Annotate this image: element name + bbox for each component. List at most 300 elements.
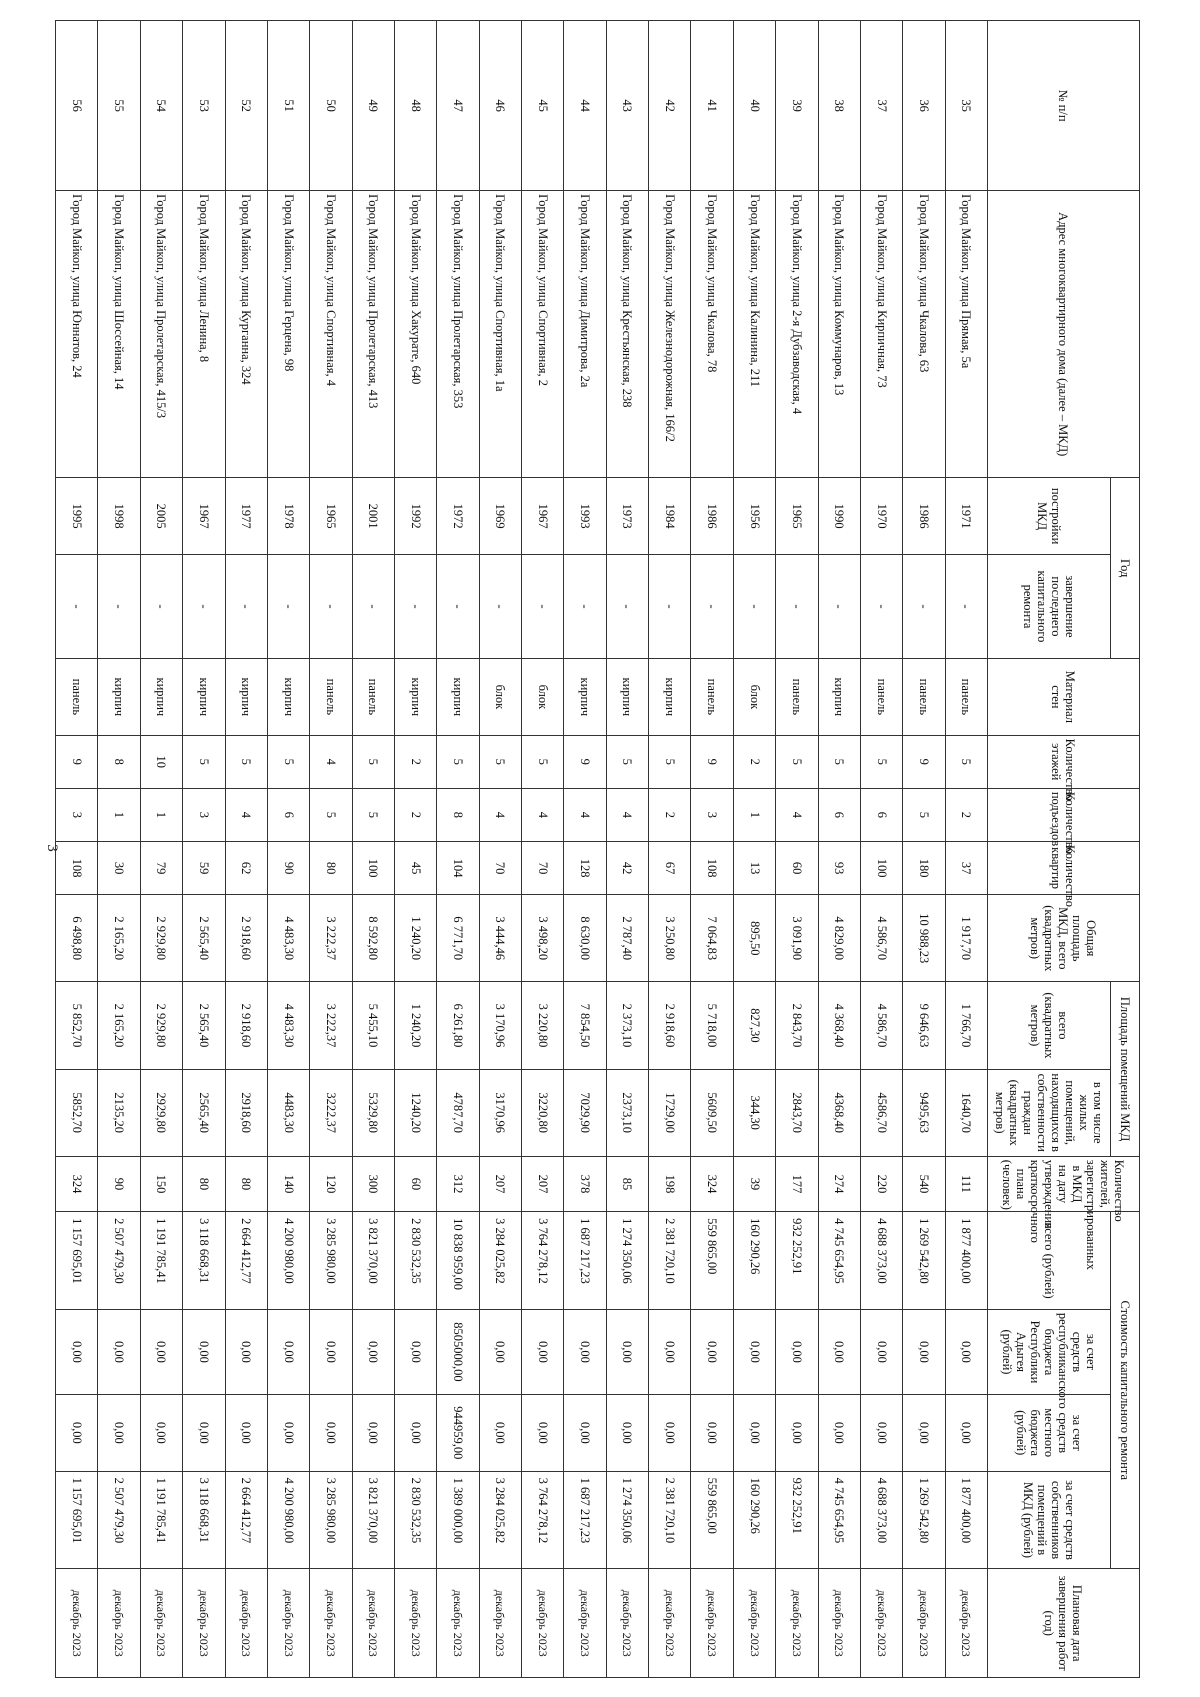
cell-floors: 5: [183, 735, 225, 788]
cell-planned-date: декабрь 2023: [776, 1569, 818, 1678]
header-premises-group: Площадь помещений МКД: [1111, 982, 1140, 1156]
cell-row-number: 44: [564, 21, 606, 191]
cell-cost-local: 0,00: [352, 1395, 394, 1472]
cell-year-built: 1977: [225, 478, 267, 555]
cell-year-built: 1971: [945, 478, 987, 555]
cell-cost-total: 932 252,91: [776, 1212, 818, 1310]
cell-residents: 80: [225, 1156, 267, 1211]
cell-entrances: 4: [776, 788, 818, 841]
cell-total-area: 1 240,20: [394, 895, 436, 982]
header-year-group: Год: [1111, 478, 1140, 659]
cell-premises-residential: 2565,40: [183, 1069, 225, 1156]
cell-premises-residential: 3220,80: [522, 1069, 564, 1156]
cell-cost-republic: 0,00: [352, 1309, 394, 1394]
cell-cost-total: 4 200 980,00: [267, 1212, 309, 1310]
cell-premises-total: 827,30: [733, 982, 775, 1069]
cell-wall-material: кирпич: [225, 659, 267, 736]
cell-wall-material: блок: [479, 659, 521, 736]
table-row: [140, 21, 182, 1678]
cell-entrances: 6: [267, 788, 309, 841]
cell-row-number: 39: [776, 21, 818, 191]
cell-planned-date: декабрь 2023: [183, 1569, 225, 1678]
cell-premises-total: 1 240,20: [394, 982, 436, 1069]
cell-cost-total: 160 290,26: [733, 1212, 775, 1310]
cell-residents: 220: [860, 1156, 902, 1211]
cell-cost-republic: 0,00: [733, 1309, 775, 1394]
cell-cost-republic: 0,00: [903, 1309, 945, 1394]
cell-cost-total: 10 838 959,00: [437, 1212, 479, 1310]
cell-cost-total: 3 285 980,00: [310, 1212, 352, 1310]
cell-year-built: 1998: [98, 478, 140, 555]
cell-cost-republic: 0,00: [818, 1309, 860, 1394]
cell-cost-total: 3 284 025,82: [479, 1212, 521, 1310]
cell-total-area: 6 771,70: [437, 895, 479, 982]
cell-cost-total: 4 745 654,95: [818, 1212, 860, 1310]
cell-cost-owners: 2 830 532,35: [394, 1471, 436, 1569]
cell-year-built: 1972: [437, 478, 479, 555]
cell-cost-local: 0,00: [56, 1395, 98, 1472]
cell-last-repair: -: [183, 554, 225, 658]
cell-cost-owners: 3 285 980,00: [310, 1471, 352, 1569]
cell-cost-owners: 3 764 278,12: [522, 1471, 564, 1569]
cell-address: Город Майкоп, улица Калинина, 211: [733, 191, 775, 478]
table-row: [310, 21, 352, 1678]
cell-residents: 198: [649, 1156, 691, 1211]
cell-cost-republic: 0,00: [522, 1309, 564, 1394]
cell-premises-total: 5 455,10: [352, 982, 394, 1069]
cell-row-number: 41: [691, 21, 733, 191]
cell-wall-material: панель: [310, 659, 352, 736]
cell-floors: 5: [352, 735, 394, 788]
cell-residents: 540: [903, 1156, 945, 1211]
table-row: [394, 21, 436, 1678]
cell-premises-total: 2 165,20: [98, 982, 140, 1069]
cell-cost-local: 0,00: [522, 1395, 564, 1472]
table-row: [479, 21, 521, 1678]
cell-cost-total: 1 274 350,06: [606, 1212, 648, 1310]
table-row: [267, 21, 309, 1678]
cell-wall-material: панель: [776, 659, 818, 736]
cell-apartments: 13: [733, 842, 775, 895]
cell-entrances: 4: [225, 788, 267, 841]
cell-apartments: 100: [860, 842, 902, 895]
cell-address: Город Майкоп, улица Железнодорожная, 166/2: [649, 191, 691, 478]
cell-premises-residential: 4368,40: [818, 1069, 860, 1156]
cell-year-built: 1995: [56, 478, 98, 555]
table-row: [903, 21, 945, 1678]
cell-entrances: 5: [352, 788, 394, 841]
cell-total-area: 10 988,23: [903, 895, 945, 982]
cell-wall-material: панель: [860, 659, 902, 736]
cell-row-number: 47: [437, 21, 479, 191]
cell-floors: 9: [691, 735, 733, 788]
cell-premises-residential: 1729,00: [649, 1069, 691, 1156]
table-row: [98, 21, 140, 1678]
table-row: [606, 21, 648, 1678]
cell-floors: 9: [903, 735, 945, 788]
cell-address: Город Майкоп, улица Пролетарская, 353: [437, 191, 479, 478]
cell-planned-date: декабрь 2023: [945, 1569, 987, 1678]
cell-year-built: 1992: [394, 478, 436, 555]
cell-address: Город Майкоп, улица Юннатов, 24: [56, 191, 98, 478]
cell-wall-material: кирпич: [98, 659, 140, 736]
cell-row-number: 48: [394, 21, 436, 191]
header-wall-material: Материал стен: [988, 659, 1140, 736]
capital-repair-table: [55, 20, 1140, 1678]
cell-cost-republic: 0,00: [860, 1309, 902, 1394]
table-row: [691, 21, 733, 1678]
page-number: 3: [44, 844, 60, 852]
cell-cost-local: 0,00: [140, 1395, 182, 1472]
cell-wall-material: кирпич: [140, 659, 182, 736]
cell-floors: 5: [818, 735, 860, 788]
cell-planned-date: декабрь 2023: [140, 1569, 182, 1678]
cell-cost-republic: 0,00: [225, 1309, 267, 1394]
cell-planned-date: декабрь 2023: [225, 1569, 267, 1678]
cell-row-number: 51: [267, 21, 309, 191]
cell-address: Город Майкоп, улица Коммунаров, 13: [818, 191, 860, 478]
header-total-area: Общая площадь МКД, всего (квадратных метров): [988, 895, 1140, 982]
cell-year-built: 2005: [140, 478, 182, 555]
cell-cost-local: 0,00: [733, 1395, 775, 1472]
cell-last-repair: -: [860, 554, 902, 658]
cell-floors: 9: [564, 735, 606, 788]
cell-row-number: 56: [56, 21, 98, 191]
cell-cost-republic: 0,00: [945, 1309, 987, 1394]
header-cost-total: всего (рублей): [988, 1212, 1111, 1310]
cell-premises-total: 4 586,70: [860, 982, 902, 1069]
cell-cost-local: 0,00: [310, 1395, 352, 1472]
cell-cost-owners: 3 821 370,00: [352, 1471, 394, 1569]
cell-year-built: 1969: [479, 478, 521, 555]
cell-cost-local: 0,00: [98, 1395, 140, 1472]
cell-residents: 111: [945, 1156, 987, 1211]
cell-total-area: 2 918,60: [225, 895, 267, 982]
cell-premises-residential: 7029,90: [564, 1069, 606, 1156]
cell-cost-local: 0,00: [691, 1395, 733, 1472]
cell-apartments: 42: [606, 842, 648, 895]
cell-entrances: 3: [691, 788, 733, 841]
table-row: [352, 21, 394, 1678]
header-premises-total: всего (квадратных метров): [988, 982, 1111, 1069]
cell-wall-material: блок: [522, 659, 564, 736]
header-address: Адрес многоквартирного дома (далее – МКД): [988, 191, 1140, 478]
cell-entrances: 3: [183, 788, 225, 841]
cell-cost-republic: 0,00: [606, 1309, 648, 1394]
cell-last-repair: -: [479, 554, 521, 658]
cell-residents: 378: [564, 1156, 606, 1211]
cell-year-built: 1973: [606, 478, 648, 555]
cell-total-area: 4 483,30: [267, 895, 309, 982]
cell-total-area: 2 165,20: [98, 895, 140, 982]
table-header: [988, 21, 1140, 1678]
cell-entrances: 6: [818, 788, 860, 841]
cell-premises-total: 3 220,80: [522, 982, 564, 1069]
cell-row-number: 40: [733, 21, 775, 191]
cell-premises-residential: 4586,70: [860, 1069, 902, 1156]
cell-address: Город Майкоп, улица Шоссейная, 14: [98, 191, 140, 478]
cell-premises-total: 2 373,10: [606, 982, 648, 1069]
cell-cost-owners: 1 389 000,00: [437, 1471, 479, 1569]
table-row: [733, 21, 775, 1678]
cell-premises-total: 2 918,60: [649, 982, 691, 1069]
cell-total-area: 3 222,37: [310, 895, 352, 982]
cell-cost-total: 2 507 479,30: [98, 1212, 140, 1310]
cell-floors: 8: [98, 735, 140, 788]
cell-row-number: 55: [98, 21, 140, 191]
cell-year-built: 1965: [776, 478, 818, 555]
cell-row-number: 45: [522, 21, 564, 191]
cell-planned-date: декабрь 2023: [56, 1569, 98, 1678]
cell-cost-local: 0,00: [649, 1395, 691, 1472]
cell-premises-total: 3 222,37: [310, 982, 352, 1069]
cell-row-number: 43: [606, 21, 648, 191]
cell-wall-material: кирпич: [649, 659, 691, 736]
table-row: [522, 21, 564, 1678]
cell-last-repair: -: [56, 554, 98, 658]
header-num: № п/п: [988, 21, 1140, 191]
cell-last-repair: -: [903, 554, 945, 658]
cell-cost-local: 0,00: [818, 1395, 860, 1472]
cell-total-area: 8 592,80: [352, 895, 394, 982]
cell-total-area: 3 444,46: [479, 895, 521, 982]
cell-planned-date: декабрь 2023: [98, 1569, 140, 1678]
cell-cost-owners: 1 157 695,01: [56, 1471, 98, 1569]
cell-apartments: 100: [352, 842, 394, 895]
cell-premises-total: 4 368,40: [818, 982, 860, 1069]
header-entrances: Количество подъездов: [988, 788, 1140, 841]
cell-cost-republic: 0,00: [691, 1309, 733, 1394]
cell-planned-date: декабрь 2023: [352, 1569, 394, 1678]
cell-premises-residential: 5852,70: [56, 1069, 98, 1156]
cell-cost-total: 2 664 412,77: [225, 1212, 267, 1310]
cell-cost-local: 0,00: [945, 1395, 987, 1472]
cell-premises-residential: 2918,60: [225, 1069, 267, 1156]
cell-planned-date: декабрь 2023: [860, 1569, 902, 1678]
cell-premises-residential: 3222,37: [310, 1069, 352, 1156]
cell-planned-date: декабрь 2023: [267, 1569, 309, 1678]
header-residents: Количество жителей, зарегистрированных в МКД на дату утверждения краткосрочного плана (человек): [988, 1156, 1140, 1211]
cell-premises-total: 2 929,80: [140, 982, 182, 1069]
cell-last-repair: -: [352, 554, 394, 658]
header-premises-residential: в том числе жилых помещений, находящихся в собственности граждан (квадратных метров): [988, 1069, 1111, 1156]
cell-wall-material: панель: [56, 659, 98, 736]
cell-cost-total: 2 830 532,35: [394, 1212, 436, 1310]
table-row: [776, 21, 818, 1678]
cell-entrances: 5: [310, 788, 352, 841]
header-cost-local: за счет средств местного бюджета (рублей): [988, 1395, 1111, 1472]
cell-last-repair: -: [98, 554, 140, 658]
cell-cost-owners: 4 200 980,00: [267, 1471, 309, 1569]
cell-apartments: 37: [945, 842, 987, 895]
cell-floors: 5: [945, 735, 987, 788]
cell-entrances: 4: [564, 788, 606, 841]
cell-premises-residential: 2929,80: [140, 1069, 182, 1156]
cell-apartments: 70: [479, 842, 521, 895]
cell-last-repair: -: [437, 554, 479, 658]
cell-cost-local: 0,00: [903, 1395, 945, 1472]
cell-cost-total: 559 865,00: [691, 1212, 733, 1310]
cell-entrances: 8: [437, 788, 479, 841]
cell-apartments: 104: [437, 842, 479, 895]
cell-cost-owners: 1 191 785,41: [140, 1471, 182, 1569]
cell-residents: 140: [267, 1156, 309, 1211]
header-planned-date: Плановая дата завершения работ (год): [988, 1569, 1140, 1678]
cell-planned-date: декабрь 2023: [310, 1569, 352, 1678]
cell-floors: 5: [860, 735, 902, 788]
cell-planned-date: декабрь 2023: [394, 1569, 436, 1678]
cell-premises-total: 7 854,50: [564, 982, 606, 1069]
cell-cost-owners: 559 865,00: [691, 1471, 733, 1569]
cell-row-number: 35: [945, 21, 987, 191]
cell-apartments: 80: [310, 842, 352, 895]
table-row: [564, 21, 606, 1678]
cell-cost-republic: 0,00: [140, 1309, 182, 1394]
cell-total-area: 4 829,00: [818, 895, 860, 982]
cell-address: Город Майкоп, улица Пролетарская, 415/3: [140, 191, 182, 478]
cell-entrances: 2: [394, 788, 436, 841]
cell-year-built: 1984: [649, 478, 691, 555]
header-year-last-repair: завершение последнего капитального ремонта: [988, 554, 1111, 658]
cell-total-area: 8 630,00: [564, 895, 606, 982]
cell-premises-total: 9 646,63: [903, 982, 945, 1069]
cell-planned-date: декабрь 2023: [733, 1569, 775, 1678]
cell-apartments: 70: [522, 842, 564, 895]
cell-cost-total: 3 821 370,00: [352, 1212, 394, 1310]
cell-row-number: 54: [140, 21, 182, 191]
cell-last-repair: -: [522, 554, 564, 658]
cell-year-built: 1967: [183, 478, 225, 555]
cell-address: Город Майкоп, улица Кирпичная, 73: [860, 191, 902, 478]
cell-premises-total: 2 843,70: [776, 982, 818, 1069]
cell-row-number: 36: [903, 21, 945, 191]
table-row: [56, 21, 98, 1678]
table-row: [945, 21, 987, 1678]
cell-residents: 324: [691, 1156, 733, 1211]
cell-total-area: 3 498,20: [522, 895, 564, 982]
cell-floors: 5: [267, 735, 309, 788]
cell-cost-total: 1 269 542,80: [903, 1212, 945, 1310]
cell-total-area: 2 565,40: [183, 895, 225, 982]
cell-premises-total: 3 170,96: [479, 982, 521, 1069]
cell-year-built: 1956: [733, 478, 775, 555]
cell-cost-owners: 2 664 412,77: [225, 1471, 267, 1569]
cell-residents: 150: [140, 1156, 182, 1211]
cell-wall-material: кирпич: [606, 659, 648, 736]
cell-address: Город Майкоп, улица Герцена, 98: [267, 191, 309, 478]
cell-floors: 5: [437, 735, 479, 788]
cell-apartments: 180: [903, 842, 945, 895]
cell-apartments: 108: [691, 842, 733, 895]
table-row: [860, 21, 902, 1678]
cell-entrances: 1: [98, 788, 140, 841]
header-cost-republic: за счет средств республиканского бюджета Республики Адыгея (рублей): [988, 1309, 1111, 1394]
cell-cost-local: 0,00: [479, 1395, 521, 1472]
cell-floors: 5: [522, 735, 564, 788]
cell-last-repair: -: [394, 554, 436, 658]
cell-address: Город Майкоп, улица Прямая, 5а: [945, 191, 987, 478]
header-year-built: постройки МКД: [988, 478, 1111, 555]
cell-cost-republic: 0,00: [479, 1309, 521, 1394]
cell-premises-total: 5 718,00: [691, 982, 733, 1069]
cell-address: Город Майкоп, улица Хакурате, 640: [394, 191, 436, 478]
cell-apartments: 67: [649, 842, 691, 895]
cell-apartments: 108: [56, 842, 98, 895]
cell-cost-total: 1 191 785,41: [140, 1212, 182, 1310]
cell-apartments: 60: [776, 842, 818, 895]
cell-planned-date: декабрь 2023: [691, 1569, 733, 1678]
cell-total-area: 2 929,80: [140, 895, 182, 982]
cell-apartments: 45: [394, 842, 436, 895]
cell-floors: 2: [394, 735, 436, 788]
cell-entrances: 5: [903, 788, 945, 841]
cell-apartments: 62: [225, 842, 267, 895]
cell-cost-republic: 8505000,00: [437, 1309, 479, 1394]
cell-apartments: 79: [140, 842, 182, 895]
table-row: [818, 21, 860, 1678]
cell-total-area: 3 250,80: [649, 895, 691, 982]
cell-cost-owners: 1 687 217,23: [564, 1471, 606, 1569]
cell-cost-local: 0,00: [860, 1395, 902, 1472]
cell-cost-local: 944959,00: [437, 1395, 479, 1472]
cell-premises-total: 5 852,70: [56, 982, 98, 1069]
cell-address: Город Майкоп, улица Спортивная, 4: [310, 191, 352, 478]
cell-floors: 5: [479, 735, 521, 788]
cell-cost-owners: 1 877 400,00: [945, 1471, 987, 1569]
cell-residents: 274: [818, 1156, 860, 1211]
cell-floors: 4: [310, 735, 352, 788]
cell-address: Город Майкоп, улица Димитрова, 2а: [564, 191, 606, 478]
cell-year-built: 1986: [691, 478, 733, 555]
cell-last-repair: -: [733, 554, 775, 658]
cell-premises-residential: 2373,10: [606, 1069, 648, 1156]
cell-cost-local: 0,00: [776, 1395, 818, 1472]
cell-premises-total: 2 918,60: [225, 982, 267, 1069]
cell-total-area: 4 586,70: [860, 895, 902, 982]
header-floors: Количество этажей: [988, 735, 1140, 788]
cell-last-repair: -: [310, 554, 352, 658]
cell-cost-republic: 0,00: [564, 1309, 606, 1394]
cell-cost-local: 0,00: [225, 1395, 267, 1472]
table-row: [183, 21, 225, 1678]
cell-planned-date: декабрь 2023: [479, 1569, 521, 1678]
cell-row-number: 38: [818, 21, 860, 191]
cell-floors: 5: [776, 735, 818, 788]
cell-address: Город Майкоп, улица Спортивная, 2: [522, 191, 564, 478]
cell-entrances: 2: [945, 788, 987, 841]
cell-address: Город Майкоп, улица Чкалова, 78: [691, 191, 733, 478]
cell-entrances: 2: [649, 788, 691, 841]
cell-wall-material: панель: [352, 659, 394, 736]
cell-year-built: 1986: [903, 478, 945, 555]
cell-cost-local: 0,00: [267, 1395, 309, 1472]
cell-cost-republic: 0,00: [776, 1309, 818, 1394]
cell-apartments: 93: [818, 842, 860, 895]
cell-premises-residential: 2843,70: [776, 1069, 818, 1156]
cell-total-area: 6 498,80: [56, 895, 98, 982]
cell-cost-owners: 2 507 479,30: [98, 1471, 140, 1569]
cell-total-area: 3 091,90: [776, 895, 818, 982]
table-row: [649, 21, 691, 1678]
cell-last-repair: -: [225, 554, 267, 658]
cell-row-number: 52: [225, 21, 267, 191]
cell-cost-total: 2 381 720,10: [649, 1212, 691, 1310]
header-cost-group: Стоимость капитального ремонта: [1111, 1212, 1140, 1569]
cell-year-built: 1967: [522, 478, 564, 555]
cell-residents: 90: [98, 1156, 140, 1211]
cell-cost-republic: 0,00: [98, 1309, 140, 1394]
cell-cost-republic: 0,00: [267, 1309, 309, 1394]
